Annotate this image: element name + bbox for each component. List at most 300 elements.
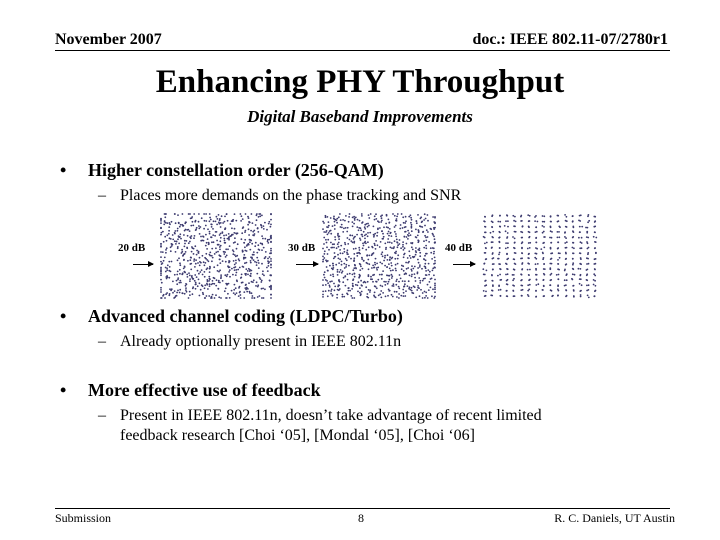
constellation-point — [542, 215, 544, 217]
constellation-point — [426, 274, 428, 276]
constellation-point — [270, 226, 272, 228]
constellation-point — [594, 295, 596, 297]
constellation-point — [342, 231, 344, 233]
constellation-point — [542, 289, 544, 291]
constellation-point — [418, 287, 420, 289]
constellation-point — [220, 237, 222, 239]
constellation-point — [234, 294, 236, 296]
constellation-point — [238, 295, 240, 297]
constellation-point — [373, 234, 375, 236]
constellation-point — [580, 258, 582, 260]
constellation-point — [348, 290, 350, 292]
constellation-point — [372, 253, 374, 255]
constellation-point — [345, 227, 347, 229]
constellation-point — [387, 259, 389, 261]
constellation-point — [167, 222, 169, 224]
constellation-point — [431, 258, 433, 260]
constellation-point — [338, 242, 340, 244]
constellation-point — [188, 297, 190, 299]
arrow-40db — [453, 264, 475, 265]
constellation-point — [187, 260, 189, 262]
sub-bullet-2-1-text: Already optionally present in IEEE 802.11n — [120, 333, 402, 350]
constellation-point — [404, 222, 406, 224]
constellation-point — [339, 258, 341, 260]
constellation-point — [513, 290, 515, 292]
constellation-point — [407, 238, 409, 240]
constellation-point — [391, 242, 393, 244]
constellation-point — [375, 281, 377, 283]
constellation-point — [394, 291, 396, 293]
constellation-point — [325, 239, 327, 241]
constellation-point — [395, 233, 397, 235]
constellation-point — [427, 284, 429, 286]
constellation-point — [246, 291, 248, 293]
constellation-point — [231, 290, 233, 292]
constellation-point — [243, 297, 245, 299]
constellation-point — [593, 226, 595, 228]
constellation-point — [566, 295, 568, 297]
constellation-point — [347, 279, 349, 281]
constellation-point — [160, 243, 162, 245]
constellation-point — [347, 294, 349, 296]
constellation-point — [261, 297, 263, 299]
constellation-point — [417, 235, 419, 237]
constellation-point — [179, 292, 181, 294]
constellation-point — [551, 258, 553, 260]
constellation-point — [245, 268, 247, 270]
constellation-point — [404, 247, 406, 249]
constellation-point — [419, 280, 421, 282]
constellation-point — [190, 257, 192, 259]
constellation-point — [204, 220, 206, 222]
constellation-point — [377, 267, 379, 269]
constellation-point — [261, 215, 263, 217]
constellation-point — [188, 242, 190, 244]
constellation-point — [193, 260, 195, 262]
constellation-point — [165, 249, 167, 251]
constellation-point — [434, 284, 436, 286]
constellation-point — [322, 221, 324, 223]
constellation-point — [434, 296, 436, 298]
constellation-point — [529, 215, 531, 217]
constellation-point — [219, 234, 221, 236]
constellation-point — [361, 234, 363, 236]
constellation-point — [373, 295, 375, 297]
constellation-point — [382, 255, 384, 257]
constellation-point — [165, 276, 167, 278]
constellation-point — [258, 213, 260, 215]
constellation-point — [571, 278, 573, 280]
constellation-point — [514, 295, 516, 297]
constellation-point — [402, 289, 404, 291]
constellation-point — [338, 262, 340, 264]
constellation-point — [424, 213, 426, 215]
constellation-point — [255, 242, 257, 244]
constellation-point — [375, 218, 377, 220]
constellation-point — [353, 242, 355, 244]
constellation-point — [205, 253, 207, 255]
constellation-point — [172, 292, 174, 294]
constellation-point — [399, 228, 401, 230]
constellation-point — [410, 257, 412, 259]
constellation-point — [566, 279, 568, 281]
constellation-point — [204, 276, 206, 278]
constellation-point — [566, 241, 568, 243]
constellation-point — [336, 218, 338, 220]
constellation-point — [237, 243, 239, 245]
constellation-point — [364, 241, 366, 243]
constellation-point — [557, 248, 559, 250]
constellation-point — [205, 245, 207, 247]
constellation-point — [595, 285, 597, 287]
constellation-point — [249, 249, 251, 251]
constellation-point — [356, 234, 358, 236]
constellation-point — [351, 297, 353, 299]
constellation-point — [184, 243, 186, 245]
constellation-point — [330, 217, 332, 219]
constellation-point — [242, 282, 244, 284]
constellation-point — [270, 267, 272, 269]
constellation-point — [556, 274, 558, 276]
constellation-point — [217, 264, 219, 266]
constellation-point — [394, 240, 396, 242]
constellation-point — [565, 252, 567, 254]
constellation-point — [394, 226, 396, 228]
constellation-point — [340, 269, 342, 271]
constellation-point — [337, 274, 339, 276]
constellation-point — [586, 290, 588, 292]
constellation-point — [322, 256, 324, 258]
constellation-point — [433, 253, 435, 255]
constellation-point — [327, 253, 329, 255]
constellation-point — [233, 251, 235, 253]
constellation-point — [172, 234, 174, 236]
constellation-point — [219, 282, 221, 284]
constellation-point — [528, 279, 530, 281]
constellation-point — [252, 295, 254, 297]
constellation-point — [369, 289, 371, 291]
constellation-point — [405, 290, 407, 292]
constellation-point — [499, 226, 501, 228]
constellation-point — [202, 235, 204, 237]
constellation-point — [231, 268, 233, 270]
constellation-point — [255, 285, 257, 287]
constellation-point — [388, 231, 390, 233]
constellation-point — [326, 246, 328, 248]
constellation-point — [403, 236, 405, 238]
constellation-point — [218, 280, 220, 282]
constellation-point — [209, 231, 211, 233]
constellation-point — [334, 219, 336, 221]
constellation-point — [212, 280, 214, 282]
constellation-point — [514, 247, 516, 249]
constellation-point — [515, 263, 517, 265]
constellation-point — [322, 284, 324, 286]
constellation-point — [528, 253, 530, 255]
constellation-point — [383, 226, 385, 228]
constellation-point — [261, 288, 263, 290]
constellation-point — [522, 262, 524, 264]
constellation-point — [578, 237, 580, 239]
constellation-point — [353, 257, 355, 259]
constellation-point — [433, 251, 435, 253]
constellation-point — [176, 295, 178, 297]
constellation-point — [204, 271, 206, 273]
constellation-point — [171, 261, 173, 263]
constellation-point — [398, 286, 400, 288]
constellation-point — [388, 290, 390, 292]
constellation-point — [377, 232, 379, 234]
constellation-point — [520, 216, 522, 218]
constellation-point — [505, 242, 507, 244]
constellation-point — [352, 221, 354, 223]
constellation-point — [175, 222, 177, 224]
constellation-point — [348, 221, 350, 223]
constellation-point — [423, 240, 425, 242]
constellation-point — [216, 279, 218, 281]
constellation-point — [199, 282, 201, 284]
constellation-point — [329, 286, 331, 288]
constellation-point — [209, 233, 211, 235]
constellation-point — [535, 226, 537, 228]
constellation-point — [543, 221, 545, 223]
constellation-point — [550, 230, 552, 232]
constellation-point — [330, 290, 332, 292]
constellation-point — [381, 285, 383, 287]
constellation-point — [166, 247, 168, 249]
constellation-point — [346, 259, 348, 261]
constellation-point — [594, 280, 596, 282]
constellation-point — [160, 219, 162, 221]
constellation-point — [498, 241, 500, 243]
constellation-point — [423, 258, 425, 260]
constellation-point — [572, 273, 574, 275]
constellation-point — [249, 292, 251, 294]
constellation-point — [499, 236, 501, 238]
constellation-point — [484, 216, 486, 218]
constellation-point — [408, 261, 410, 263]
constellation-point — [381, 214, 383, 216]
constellation-point — [581, 242, 583, 244]
constellation-point — [434, 279, 436, 281]
constellation-point — [490, 232, 492, 234]
constellation-point — [243, 242, 245, 244]
constellation-point — [353, 248, 355, 250]
constellation-point — [397, 254, 399, 256]
constellation-point — [243, 258, 245, 260]
constellation-point — [227, 293, 229, 295]
constellation-point — [324, 250, 326, 252]
constellation-point — [368, 289, 370, 291]
constellation-point — [209, 213, 211, 215]
constellation-point — [506, 253, 508, 255]
constellation-point — [228, 233, 230, 235]
constellation-point — [405, 231, 407, 233]
constellation-point — [425, 218, 427, 220]
constellation-point — [368, 263, 370, 265]
constellation-point — [412, 292, 414, 294]
constellation-point — [257, 260, 259, 262]
constellation-point — [381, 217, 383, 219]
constellation-point — [176, 274, 178, 276]
constellation-point — [225, 248, 227, 250]
constellation-point — [507, 226, 509, 228]
constellation-point — [204, 297, 206, 299]
constellation-point — [262, 288, 264, 290]
constellation-point — [185, 289, 187, 291]
constellation-point — [498, 231, 500, 233]
constellation-point — [240, 213, 242, 215]
constellation-point — [214, 297, 216, 299]
constellation-point — [425, 292, 427, 294]
constellation-point — [587, 237, 589, 239]
constellation-point — [366, 254, 368, 256]
constellation-point — [323, 243, 325, 245]
constellation-point — [432, 268, 434, 270]
footer-rule — [55, 508, 670, 509]
constellation-point — [193, 237, 195, 239]
constellation-point — [160, 291, 162, 293]
constellation-point — [427, 231, 429, 233]
constellation-point — [521, 220, 523, 222]
constellation-point — [338, 258, 340, 260]
constellation-point — [365, 249, 367, 251]
constellation-point — [370, 213, 372, 215]
constellation-point — [369, 291, 371, 293]
constellation-point — [347, 287, 349, 289]
constellation-point — [209, 217, 211, 219]
constellation-point — [333, 216, 335, 218]
constellation-point — [167, 264, 169, 266]
constellation-point — [250, 260, 252, 262]
constellation-point — [527, 269, 529, 271]
constellation-point — [201, 240, 203, 242]
constellation-point — [415, 250, 417, 252]
constellation-point — [344, 251, 346, 253]
constellation-point — [427, 269, 429, 271]
constellation-point — [384, 243, 386, 245]
constellation-point — [216, 216, 218, 218]
constellation-point — [418, 277, 420, 279]
constellation-point — [557, 231, 559, 233]
constellation-point — [188, 213, 190, 215]
constellation-point — [160, 297, 162, 299]
constellation-point — [195, 220, 197, 222]
sub-dash: – — [98, 407, 106, 424]
constellation-point — [419, 249, 421, 251]
constellation-point — [408, 235, 410, 237]
constellation-point — [333, 247, 335, 249]
constellation-point — [164, 257, 166, 259]
constellation-point — [572, 220, 574, 222]
constellation-point — [202, 274, 204, 276]
constellation-point — [403, 270, 405, 272]
constellation-point — [244, 246, 246, 248]
constellation-point — [192, 278, 194, 280]
constellation-point — [566, 216, 568, 218]
constellation-point — [211, 260, 213, 262]
constellation-point — [327, 270, 329, 272]
constellation-point — [168, 233, 170, 235]
constellation-point — [391, 235, 393, 237]
constellation-point — [249, 275, 251, 277]
constellation-point — [267, 258, 269, 260]
constellation-point — [201, 269, 203, 271]
constellation-point — [491, 215, 493, 217]
constellation-point — [163, 224, 165, 226]
constellation-point — [429, 281, 431, 283]
constellation-point — [357, 219, 359, 221]
constellation-point — [267, 239, 269, 241]
constellation-point — [483, 236, 485, 238]
constellation-point — [252, 281, 254, 283]
constellation-point — [323, 231, 325, 233]
constellation-point — [195, 263, 197, 265]
constellation-point — [414, 273, 416, 275]
constellation-point — [350, 258, 352, 260]
bullet-dot: • — [60, 380, 67, 400]
constellation-point — [499, 221, 501, 223]
constellation-point — [381, 263, 383, 265]
constellation-point — [368, 217, 370, 219]
constellation-point — [197, 270, 199, 272]
constellation-point — [328, 290, 330, 292]
constellation-point — [388, 219, 390, 221]
constellation-point — [386, 215, 388, 217]
constellation-point — [174, 290, 176, 292]
constellation-point — [376, 287, 378, 289]
constellation-point — [407, 267, 409, 269]
constellation-point — [352, 274, 354, 276]
constellation-point — [343, 248, 345, 250]
constellation-point — [507, 279, 509, 281]
constellation-point — [367, 235, 369, 237]
constellation-point — [557, 241, 559, 243]
constellation-point — [542, 252, 544, 254]
constellation-point — [245, 284, 247, 286]
constellation-point — [198, 279, 200, 281]
constellation-point — [377, 244, 379, 246]
constellation-point — [387, 283, 389, 285]
constellation-point — [339, 271, 341, 273]
constellation-point — [543, 236, 545, 238]
constellation-point — [324, 277, 326, 279]
constellation-point — [379, 262, 381, 264]
constellation-point — [234, 284, 236, 286]
constellation-point — [424, 255, 426, 257]
constellation-point — [187, 235, 189, 237]
constellation-point — [513, 285, 515, 287]
constellation-point — [507, 247, 509, 249]
constellation-point — [430, 228, 432, 230]
constellation-point — [402, 246, 404, 248]
constellation-point — [423, 219, 425, 221]
constellation-point — [352, 285, 354, 287]
constellation-point — [405, 273, 407, 275]
constellation-point — [353, 297, 355, 299]
constellation-point — [586, 269, 588, 271]
constellation-point — [223, 253, 225, 255]
constellation-point — [418, 262, 420, 264]
constellation-point — [190, 269, 192, 271]
constellation-point — [233, 232, 235, 234]
constellation-point — [205, 234, 207, 236]
constellation-point — [254, 233, 256, 235]
constellation-point — [199, 265, 201, 267]
constellation-point — [202, 255, 204, 257]
constellation-point — [185, 287, 187, 289]
constellation-point — [356, 255, 358, 257]
